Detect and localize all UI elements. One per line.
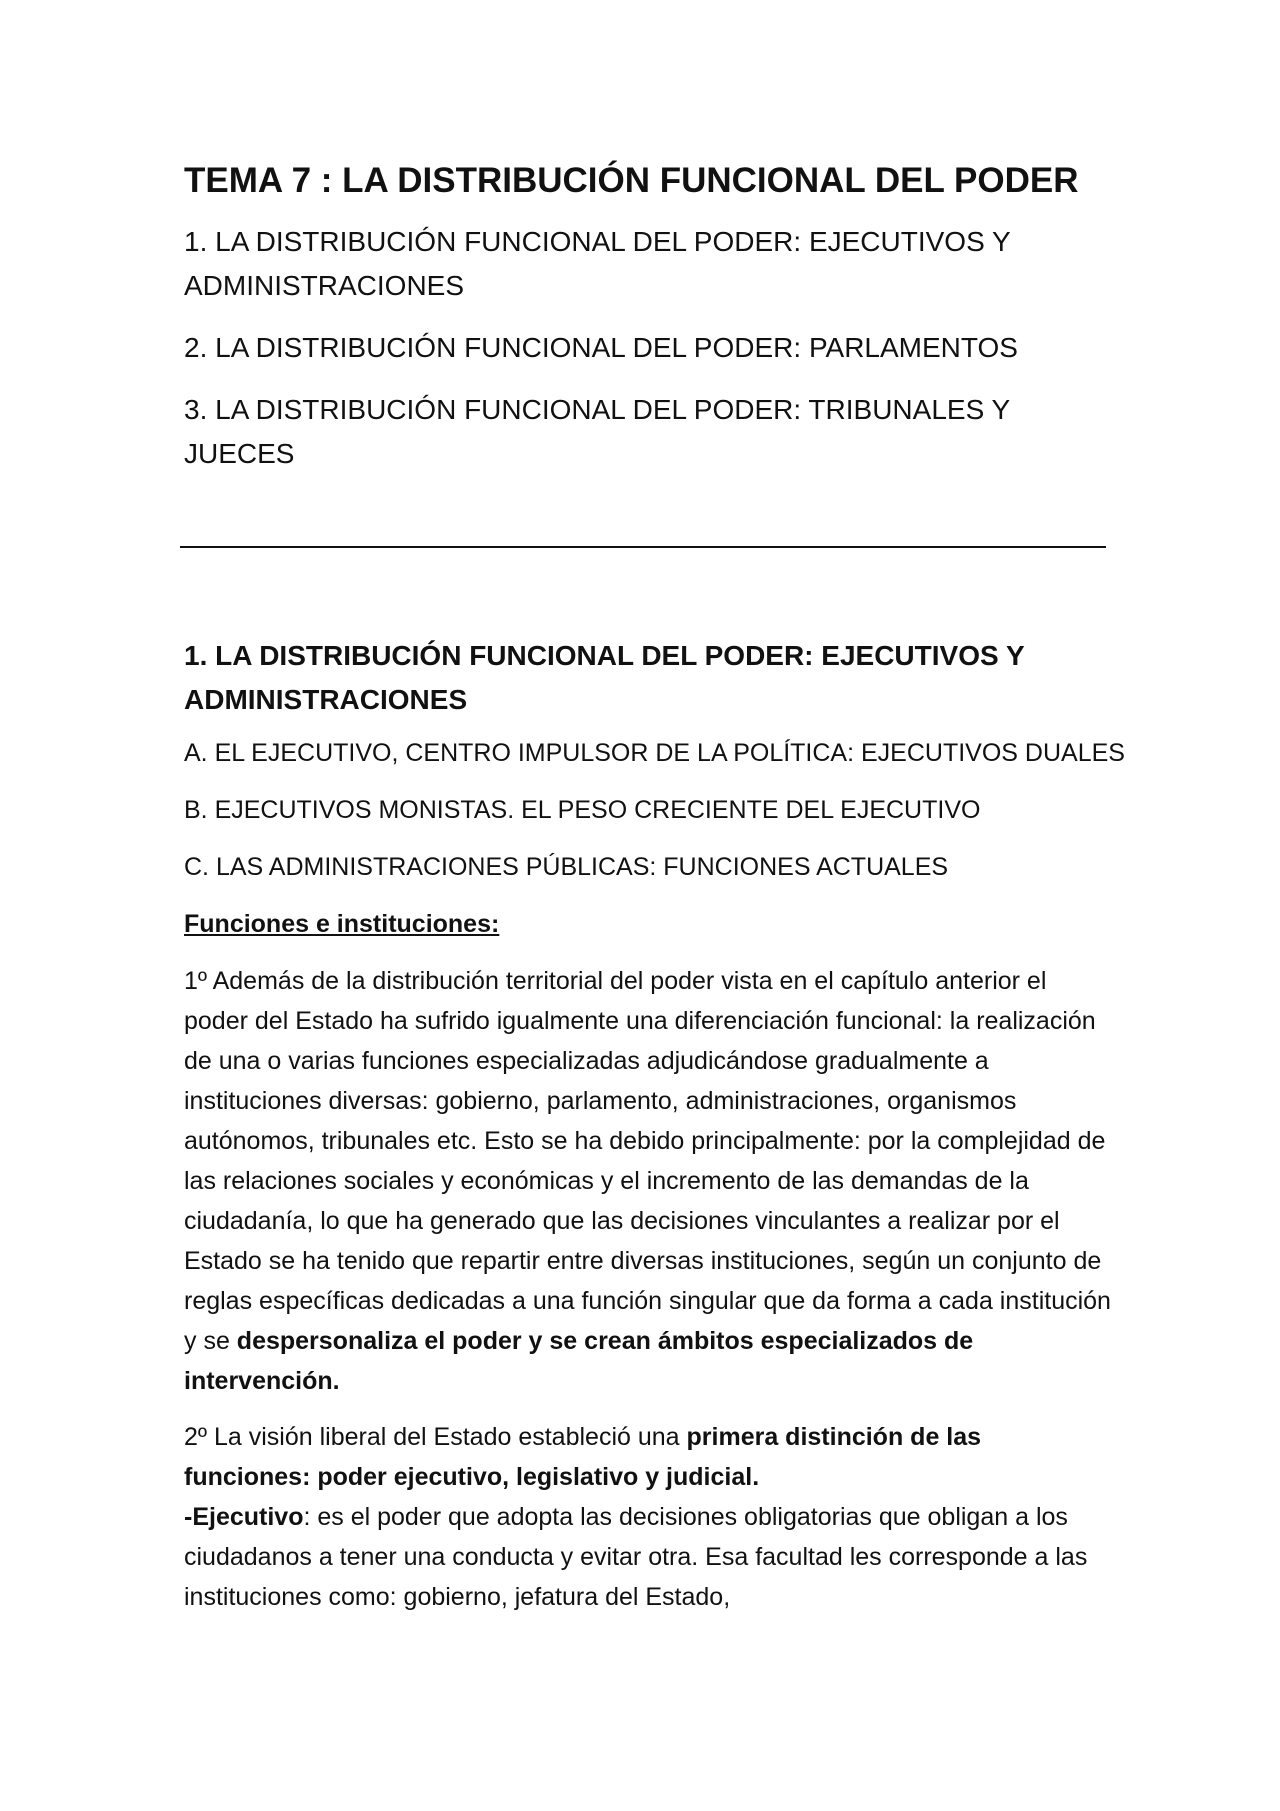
paragraph-3-text: : es el poder que adopta las decisiones obligatorias que obligan a los ciudadanos a tener una conducta y evitar otra. Esa facultad les corresponde a las instituciones como: gobierno, jefatura del Estado, <box>184 1503 1088 1611</box>
functions-subheading: Funciones e instituciones: <box>184 910 500 938</box>
paragraph-1-text: 1º Además de la distribución territorial del poder vista en el capítulo anterior el poder del Estado ha sufrido igualmente una diferenciación funcional: la realización de una o varias funciones especializadas adjudicándose gradualmente a instituciones diversas: gobierno, parlamento, administraciones, organismos autónomos, tribunales etc. Esto se ha debido principalmente: por la complejidad de las relaciones sociales y económicas y el incremento de las demandas de la ciudadanía, lo que ha generado que las decisiones vinculantes a realizar por el Estado se ha tenido que repartir entre diversas instituciones, según un conjunto de reglas específicas dedicadas a una función singular que da forma a cada institución y se <box>184 967 1111 1355</box>
paragraph-3-bold: -Ejecutivo <box>184 1503 304 1531</box>
paragraph-2 <box>184 1417 1114 1497</box>
paragraph-1 <box>184 961 1114 1401</box>
document-title: TEMA 7 : LA DISTRIBUCIÓN FUNCIONAL DEL PODER <box>184 161 1079 200</box>
section-item-a: A. EL EJECUTIVO, CENTRO IMPULSOR DE LA POLÍTICA: EJECUTIVOS DUALES <box>184 739 1125 767</box>
horizontal-divider <box>180 546 1106 548</box>
document-page <box>184 160 1125 1633</box>
paragraph-2-text: 2º La visión liberal del Estado estableció una <box>184 1423 687 1451</box>
toc-item-1: 1. LA DISTRIBUCIÓN FUNCIONAL DEL PODER: EJECUTIVOS Y ADMINISTRACIONES <box>184 226 1011 301</box>
toc-item-2: 2. LA DISTRIBUCIÓN FUNCIONAL DEL PODER: PARLAMENTOS <box>184 332 1018 363</box>
paragraph-3 <box>184 1497 1114 1617</box>
paragraph-1-bold: despersonaliza el poder y se crean ámbitos especializados de intervención. <box>184 1327 974 1395</box>
section-heading: 1. LA DISTRIBUCIÓN FUNCIONAL DEL PODER: EJECUTIVOS Y ADMINISTRACIONES <box>184 640 1025 715</box>
section-item-c: C. LAS ADMINISTRACIONES PÚBLICAS: FUNCIONES ACTUALES <box>184 853 949 881</box>
toc-item-3: 3. LA DISTRIBUCIÓN FUNCIONAL DEL PODER: TRIBUNALES Y JUECES <box>184 394 1010 469</box>
section-item-b: B. EJECUTIVOS MONISTAS. EL PESO CRECIENTE DEL EJECUTIVO <box>184 796 981 824</box>
paragraph-2-bold: primera distinción de las funciones: poder ejecutivo, legislativo y judicial. <box>184 1423 982 1491</box>
